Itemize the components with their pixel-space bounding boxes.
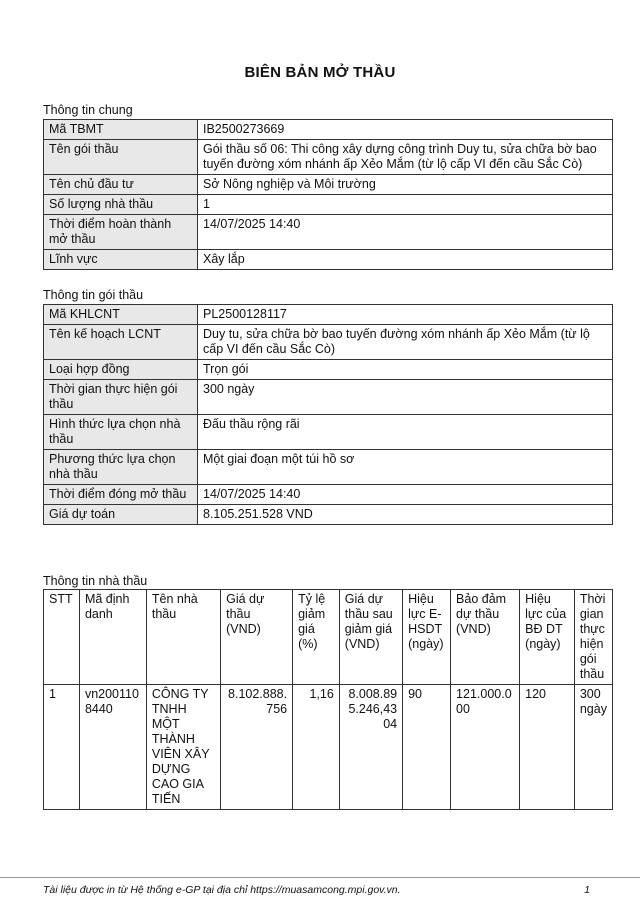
package-info-row <box>44 415 613 450</box>
package-info-label: Loại hợp đồng <box>44 360 198 380</box>
general-info-value: Sở Nông nghiệp và Môi trường <box>198 175 613 195</box>
document-title: BIÊN BẢN MỞ THẦU <box>244 64 396 81</box>
bidder-header-row <box>44 590 613 685</box>
package-info-label: Tên kế hoạch LCNT <box>44 325 198 360</box>
package-info-value: PL2500128117 <box>198 305 613 325</box>
bidder-column-header: Hiệu lực của BĐ DT (ngày) <box>520 590 575 685</box>
package-info-label: Giá dự toán <box>44 505 198 525</box>
general-info-value: 1 <box>198 195 613 215</box>
bidder-column-header: Mã định danh <box>79 590 146 685</box>
bidder-column-header: Giá dự thầu (VND) <box>221 590 293 685</box>
general-info-table <box>43 119 613 270</box>
general-info-row <box>44 195 613 215</box>
general-info-value: 14/07/2025 14:40 <box>198 215 613 250</box>
package-info-table <box>43 304 613 525</box>
bidder-cell: 90 <box>403 685 451 810</box>
package-info-row <box>44 380 613 415</box>
general-info-row <box>44 215 613 250</box>
general-info-value: Xây lắp <box>198 250 613 270</box>
package-info-value: 8.105.251.528 VND <box>198 505 613 525</box>
bidder-cell: 300 ngày <box>574 685 612 810</box>
page-number: 1 <box>584 884 590 896</box>
package-info-heading: Thông tin gói thầu <box>43 288 144 302</box>
bidder-cell: 121.000.000 <box>451 685 520 810</box>
package-info-row <box>44 325 613 360</box>
bidder-cell: vn2001108440 <box>79 685 146 810</box>
general-info-label: Thời điểm hoàn thành mở thầu <box>44 215 198 250</box>
footer <box>43 884 590 896</box>
bidder-column-header: STT <box>44 590 80 685</box>
package-info-label: Thời gian thực hiện gói thầu <box>44 380 198 415</box>
footer-text: Tài liệu được in từ Hệ thống e-GP tại địa chỉ https://muasamcong.mpi.gov.vn. <box>43 884 401 896</box>
bidder-info-table <box>43 589 613 810</box>
package-info-row <box>44 305 613 325</box>
general-info-value: Gói thầu số 06: Thi công xây dựng công trình Duy tu, sửa chữa bờ bao tuyến đường xóm nhánh ấp Xẻo Mắm (từ lộ cấp VI đến cầu Sắc Cò) <box>198 140 613 175</box>
package-info-label: Hình thức lựa chọn nhà thầu <box>44 415 198 450</box>
general-info-heading: Thông tin chung <box>43 103 133 117</box>
package-info-row <box>44 360 613 380</box>
package-info-value: Một giai đoạn một túi hồ sơ <box>198 450 613 485</box>
general-info-label: Mã TBMT <box>44 120 198 140</box>
bidder-column-header: Tỷ lệ giảm giá (%) <box>293 590 340 685</box>
package-info-value: Trọn gói <box>198 360 613 380</box>
bidder-column-header: Thời gian thực hiện gói thầu <box>574 590 612 685</box>
general-info-label: Lĩnh vực <box>44 250 198 270</box>
bidder-cell: 8.102.888.756 <box>221 685 293 810</box>
bidder-cell: 120 <box>520 685 575 810</box>
bidder-row <box>44 685 613 810</box>
bidder-cell: CÔNG TY TNHH MỘT THÀNH VIÊN XÂY DỰNG CAO GIA TIẾN <box>146 685 220 810</box>
bidder-cell: 1 <box>44 685 80 810</box>
package-info-row <box>44 485 613 505</box>
bidder-info-heading: Thông tin nhà thầu <box>43 574 148 588</box>
package-info-label: Mã KHLCNT <box>44 305 198 325</box>
package-info-value: 14/07/2025 14:40 <box>198 485 613 505</box>
general-info-label: Số lượng nhà thầu <box>44 195 198 215</box>
bidder-column-header: Bảo đảm dự thầu (VND) <box>451 590 520 685</box>
general-info-label: Tên chủ đầu tư <box>44 175 198 195</box>
bidder-column-header: Hiệu lực E-HSDT (ngày) <box>403 590 451 685</box>
package-info-label: Phương thức lựa chọn nhà thầu <box>44 450 198 485</box>
general-info-label: Tên gói thầu <box>44 140 198 175</box>
bidder-cell: 1,16 <box>293 685 340 810</box>
general-info-row <box>44 120 613 140</box>
package-info-value: Duy tu, sửa chữa bờ bao tuyến đường xóm nhánh ấp Xẻo Mắm (từ lộ cấp VI đến cầu Sắc Cò) <box>198 325 613 360</box>
package-info-row <box>44 505 613 525</box>
package-info-row <box>44 450 613 485</box>
package-info-value: Đấu thầu rộng rãi <box>198 415 613 450</box>
general-info-value: IB2500273669 <box>198 120 613 140</box>
footer-divider <box>0 877 640 878</box>
bidder-column-header: Giá dự thầu sau giảm giá (VND) <box>339 590 402 685</box>
general-info-row <box>44 140 613 175</box>
bidder-cell: 8.008.895.246,4304 <box>339 685 402 810</box>
package-info-label: Thời điểm đóng mở thầu <box>44 485 198 505</box>
bidder-column-header: Tên nhà thầu <box>146 590 220 685</box>
general-info-row <box>44 175 613 195</box>
general-info-row <box>44 250 613 270</box>
package-info-value: 300 ngày <box>198 380 613 415</box>
